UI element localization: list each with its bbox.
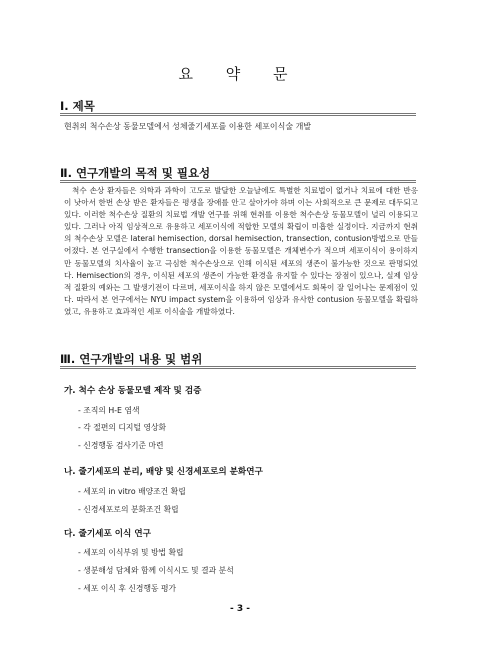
section-1-title-text: 현취의 척수손상 동물모델에서 성체줄기세포를 이용한 세포이식술 개발 xyxy=(64,122,312,131)
group-a-title: 가. 척수 손상 동물모델 제작 및 검증 xyxy=(64,386,202,396)
document-title: 요 약 문 xyxy=(178,65,302,83)
group-b-title: 나. 줄기세포의 분리, 배양 및 신경세포로의 분화연구 xyxy=(64,467,263,477)
group-c-item: - 세포의 이식부위 및 방법 확립 xyxy=(78,548,184,557)
section-2-heading: Ⅱ. 연구개발의 목적 및 필요성 xyxy=(60,166,211,180)
section-2-rule xyxy=(60,180,416,183)
page-number: - 3 - xyxy=(230,604,250,614)
section-3-heading: Ⅲ. 연구개발의 내용 및 범위 xyxy=(60,352,203,366)
group-c-item: - 생분해성 담체와 함께 이식시도 및 결과 분석 xyxy=(78,566,234,575)
section-2-paragraph: 척수 손상 환자들은 의학과 과학이 고도로 발달한 오늘날에도 특별한 치료법이 없거나 치료에 대한 반응이 낫아서 한번 손상 받은 환자들은 평생을 장애를 안고 살아가야 하며 이는 사회적으로 큰 문제로 대두되고 있다. 이러한 척수손상 질환의 치료법 개발 연구를 위해 현취를 이용한 척수손상 동물모델이 널리 이용되고 있다. 그러나 아직 임상적으로 유용하고 세포이식에 적합한 모델의 확립이 미흡한 실정이다. 지금까지 현취의 척수손상 모델은 lateral hemisection, dorsal hemisection, transection, contusion방법으로 만들어졌다. 본 연구실에서 수행한 transection을 이용한 동물모델은 개체변수가 적으며 세포이식이 용이하지만 동물모델의 치사율이 높고 극심한 척수손상으로 인해 이식된 세포의 생존이 불가능한 것으로 판명되었다. Hemisection의 경우, 이식된 세포의 생존이 가능한 환경을 유지할 수 있다는 장점이 있으나, 실제 임상적 질환의 예와는 그 발생기전이 다르며, 세포이식을 하지 않은 모델에서도 회복이 잘 일어나는 문제점이 있다. 따라서 본 연구에서는 NYU impact system을 이용하여 임상과 유사한 contusion 동물모델을 확립하였고, 유용하고 효과적인 세포 이식술을 개발하였다. xyxy=(64,186,418,316)
group-a-item: - 신경행동 검사기준 마련 xyxy=(78,441,164,450)
group-c-title: 다. 줄기세포 이식 연구 xyxy=(64,529,151,539)
section-3-rule xyxy=(60,366,416,369)
section-1-heading: Ⅰ. 제목 xyxy=(60,99,95,113)
group-a-item: - 조직의 H-E 염색 xyxy=(78,406,140,415)
group-b-item: - 신경세포로의 분화조건 확립 xyxy=(78,505,179,514)
group-c-item: - 세포 이식 후 신경행동 평가 xyxy=(78,584,177,593)
group-b-item: - 세포의 in vitro 배양조건 확립 xyxy=(78,487,186,496)
group-a-item: - 각 절편의 디지털 영상화 xyxy=(78,423,167,432)
section-1-rule xyxy=(60,113,416,116)
